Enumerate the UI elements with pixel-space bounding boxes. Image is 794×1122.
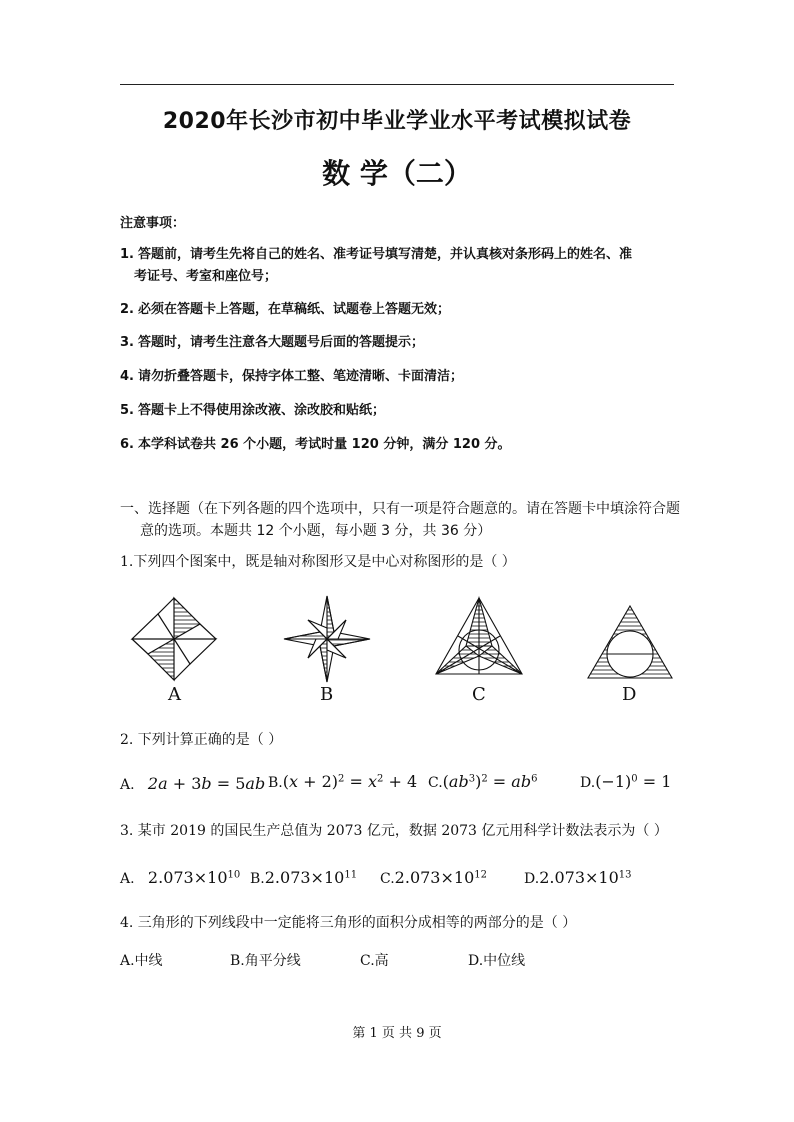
notes-heading: 注意事项： <box>120 216 186 231</box>
figure-c-triangle <box>434 596 524 678</box>
question-4-option-b: B.角平分线 <box>230 953 301 969</box>
exam-subject: 数 学（二） <box>322 157 472 190</box>
question-3-stem: 3. 某市 2019 的国民生产总值为 2073 亿元，数据 2073 亿元用科学计数法表示为（ ） <box>120 823 668 839</box>
question-1-stem: 1.下列四个图案中，既是轴对称图形又是中心对称图形的是（ ） <box>120 554 516 570</box>
note-item: 2. 必须在答题卡上答题，在草稿纸、试题卷上答题无效； <box>120 302 451 317</box>
question-2-option-a: A. 2a + 3b = 5ab <box>120 774 266 793</box>
figure-d-triangle-circle <box>586 604 674 680</box>
figure-c-label: C <box>472 684 486 705</box>
section-heading: 一、选择题（在下列各题的四个选项中，只有一项是符合题意的。请在答题卡中填涂符合题 意的选项。本题共 12 个小题，每小题 3 分，共 36 分） <box>120 501 680 539</box>
question-3-option-b: $B.2.073\times 10^{11}$ <box>250 868 358 887</box>
note-item: 5. 答题卡上不得使用涂改液、涂改胶和贴纸； <box>120 403 386 418</box>
exam-title: 2020年长沙市初中毕业学业水平考试模拟试卷 <box>162 109 632 134</box>
question-2-option-d: $D.(-1)^0 = 1$ <box>580 772 672 791</box>
question-4-option-d: D.中位线 <box>468 953 526 969</box>
note-item: 1. 答题前，请考生先将自己的姓名、准考证号填写清楚，并认真核对条形码上的姓名、准 考证号、考室和座位号； <box>120 247 633 284</box>
header-rule <box>120 84 674 85</box>
note-item: 3. 答题时，请考生注意各大题题号后面的答题提示； <box>120 335 425 350</box>
question-4-stem: 4. 三角形的下列线段中一定能将三角形的面积分成相等的两部分的是（ ） <box>120 915 577 931</box>
question-2-option-b: $B.(x + 2)^2 = x^2 + 4$ <box>268 772 418 791</box>
question-3-option-d: $D.2.073\times 10^{13}$ <box>524 868 632 887</box>
figure-b-label: B <box>320 684 334 705</box>
question-4-option-a: A.中线 <box>120 953 163 969</box>
note-item: 4. 请勿折叠答题卡，保持字体工整、笔迹清晰、卡面清洁； <box>120 369 464 384</box>
question-2-stem: 2. 下列计算正确的是（ ） <box>120 732 283 748</box>
figure-a-pinwheel <box>128 594 220 684</box>
figure-d-label: D <box>622 684 637 705</box>
question-4-option-c: C.高 <box>360 953 389 969</box>
note-item: 6. 本学科试卷共 26 个小题，考试时量 120 分钟，满分 120 分。 <box>120 437 511 452</box>
page-footer: 第 1 页 共 9 页 <box>352 1026 442 1041</box>
question-2-option-c: $C.(ab^3)^2 = ab^6$ <box>428 772 538 791</box>
question-3-option-c: $C.2.073\times 10^{12}$ <box>380 868 487 887</box>
figure-b-compass-star <box>282 594 372 684</box>
question-3-option-a: A. $2.073\times 10^{10}$ <box>120 868 241 887</box>
figure-a-label: A <box>168 684 181 705</box>
